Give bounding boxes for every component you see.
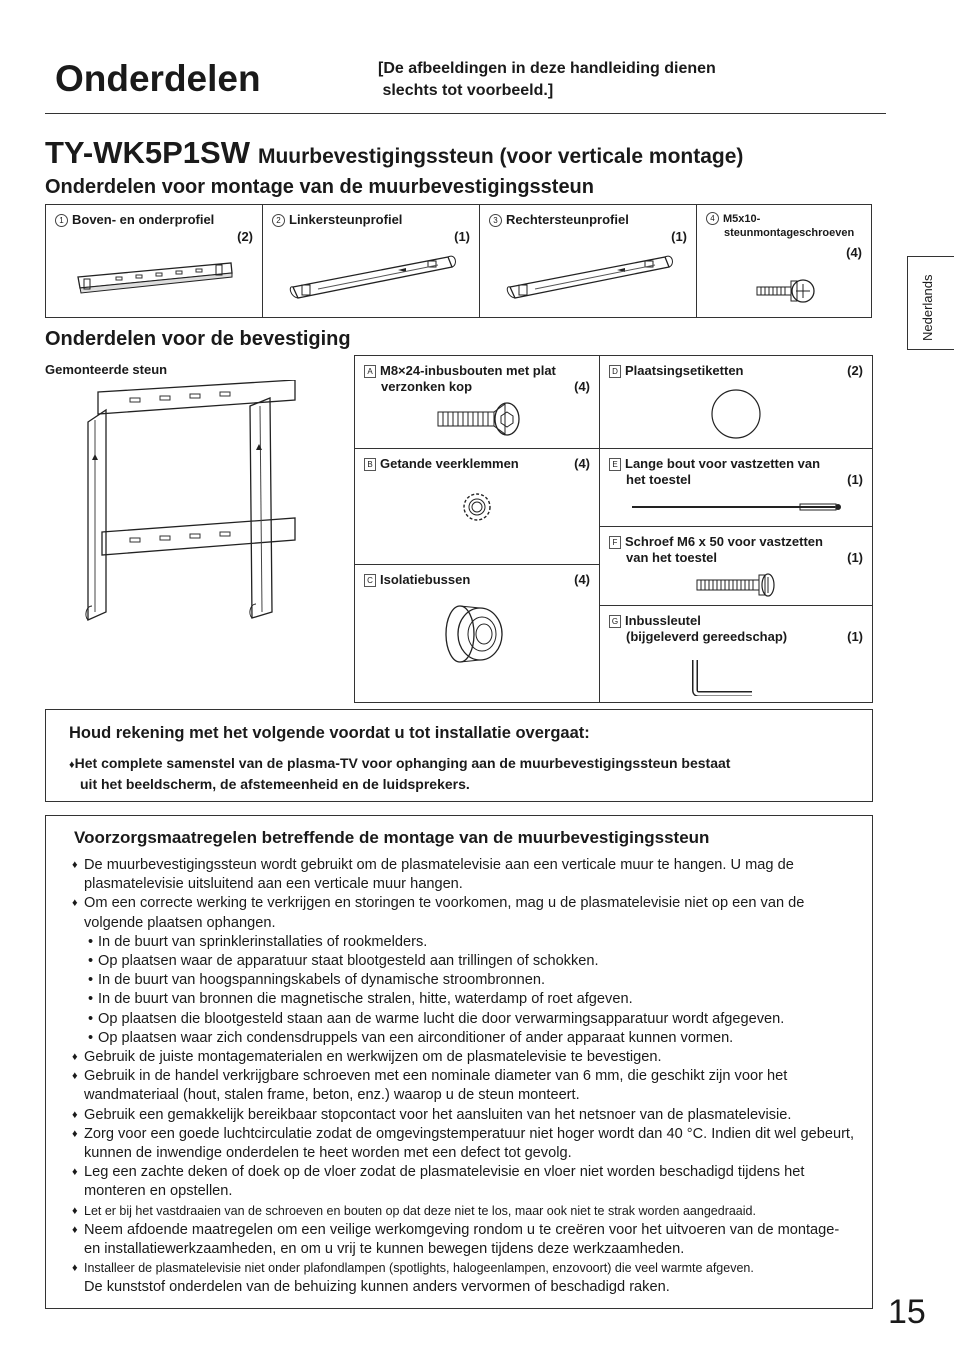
part-e-cell: [600, 449, 872, 527]
long-bolt-icon: [630, 501, 845, 513]
part-b-cell: [355, 449, 599, 565]
note-line-2: slechts tot voorbeeld.]: [378, 82, 554, 99]
part-1-name: Boven- en onderprofiel: [72, 212, 215, 227]
fastening-parts-grid: [354, 355, 873, 703]
part-d-cell: [600, 356, 872, 449]
notice-text: [69, 754, 842, 794]
precautions-heading: Voorzorgsmaatregelen betreffende de montage van de muurbevestigingssteun: [74, 828, 710, 847]
precaution-subitem: • In de buurt van bronnen die magnetische stralen, hitte, waterdamp of roet afgeven.: [72, 990, 858, 1009]
label-sticker-icon: [710, 388, 762, 440]
part-4-name-line2: steunmontageschroeven: [724, 227, 855, 239]
part-g-marker: G: [609, 615, 621, 628]
precaution-item: ♦ Gebruik in de handel verkrijgbare schroeven met een nominale diameter van 6 mm, die geschikt zijn voor het wandmateriaal (hout, stalen frame, beton, enz.) waarop u de steun monteert.: [72, 1067, 858, 1105]
notice-heading: Houd rekening met het volgende voordat u tot installatie overgaat:: [69, 724, 590, 742]
screw-icon: [755, 275, 817, 307]
part-3-name: Rechtersteunprofiel: [506, 212, 629, 227]
precaution-subitem: • In de buurt van sprinklerinstallaties of rookmelders.: [72, 933, 858, 952]
left-bracket-icon: [288, 245, 458, 305]
precaution-continuation: De kunststof onderdelen van de behuizing kunnen anders vervormen of beschadigd raken.: [84, 1279, 670, 1296]
precaution-item: ♦ Let er bij het vastdraaien van de schroeven en bouten op dat deze niet te los, maar ook niet te strak worden aangedraaid.: [72, 1202, 858, 1221]
part-2-qty: (1): [454, 229, 470, 244]
part-3-qty: (1): [671, 229, 687, 244]
installation-notice: [45, 709, 873, 802]
part-d-qty: (2): [847, 363, 863, 378]
model-heading: [45, 135, 743, 171]
part-g-name-line2: (bijgeleverd gereedschap): [626, 629, 788, 644]
precaution-subitem: • Op plaatsen die blootgesteld staan aan de warme lucht die door verwarmingsapparatuur wordt afgegeven.: [72, 1010, 858, 1029]
precaution-subitem: • Op plaatsen waar de apparatuur staat blootgesteld aan trillingen of schokken.: [72, 952, 858, 971]
part-2-name: Linkersteunprofiel: [289, 212, 403, 227]
part-c-cell: [355, 565, 599, 702]
part-4-qty: (4): [846, 245, 862, 260]
part-d-name: Plaatsingsetiketten: [625, 363, 744, 378]
part-3-cell: [480, 205, 697, 317]
part-1-qty: (2): [237, 229, 253, 244]
part-a-marker: A: [364, 365, 376, 378]
precautions-list: [72, 856, 858, 1298]
part-c-marker: C: [364, 574, 376, 587]
part-f-name-line1: Schroef M6 x 50 voor vastzetten: [625, 534, 823, 549]
part-a-cell: [355, 356, 599, 449]
part-g-qty: (1): [847, 629, 863, 644]
part-b-marker: B: [364, 458, 376, 471]
part-a-name-line2: verzonken kop: [381, 379, 473, 394]
part-2-marker: 2: [272, 214, 285, 227]
language-tab-label: Nederlands: [920, 274, 935, 341]
assembled-bracket-label: Gemonteerde steun: [45, 362, 168, 377]
part-b-qty: (4): [574, 456, 590, 471]
mounting-parts-table: [45, 204, 872, 318]
part-4-marker: 4: [706, 212, 719, 225]
part-2-cell: [263, 205, 480, 317]
part-e-qty: (1): [847, 472, 863, 487]
part-e-name-line1: Lange bout voor vastzetten van: [625, 456, 821, 471]
hex-key-icon: [690, 656, 760, 696]
precaution-subitem: • Op plaatsen waar zich condensdruppels van een airconditioner of ander apparaat kunnen vormen.: [72, 1029, 858, 1048]
precaution-item: ♦ De muurbevestigingssteun wordt gebruikt om de plasmatelevisie aan een verticale muur te hangen. U mag de plasmatelevisie uitsluitend aan een verticale muur hangen.: [72, 856, 858, 894]
precautions-box: [45, 815, 873, 1309]
m6-screw-icon: [695, 571, 780, 599]
part-1-marker: 1: [55, 214, 68, 227]
section2-heading: Onderdelen voor de bevestiging: [45, 328, 351, 350]
illustration-note: [378, 58, 716, 102]
model-code: TY-WK5P1SW: [45, 135, 250, 170]
part-c-qty: (4): [574, 572, 590, 587]
page-number: 15: [888, 1293, 926, 1331]
precaution-item: ♦ Gebruik de juiste montagematerialen en werkwijzen om de plasmatelevisie te bevestigen.: [72, 1048, 858, 1067]
precaution-subitem: • In de buurt van hoogspanningskabels of dynamische stroombronnen.: [72, 971, 858, 990]
right-bracket-icon: [505, 245, 675, 305]
part-c-name: Isolatiebussen: [380, 572, 471, 587]
section1-heading: Onderdelen voor montage van de muurbevestigingssteun: [45, 176, 594, 198]
part-4-name-line1: M5x10-: [723, 213, 761, 225]
part-a-qty: (4): [574, 379, 590, 394]
model-description: Muurbevestigingssteun (voor verticale montage): [257, 145, 744, 168]
notice-line-2: uit het beeldscherm, de afstemeenheid en de luidsprekers.: [80, 776, 470, 792]
insulation-bushing-icon: [440, 601, 510, 667]
part-g-cell: [600, 606, 872, 702]
part-g-name-line1: Inbussleutel: [625, 613, 701, 628]
part-3-marker: 3: [489, 214, 502, 227]
page-title: Onderdelen: [55, 58, 261, 99]
precaution-item: ♦ Leg een zachte deken of doek op de vloer zodat de plasmatelevisie en vloer niet worden beschadigd tijdens het monteren en opstellen.: [72, 1163, 858, 1201]
part-a-name-line1: M8×24-inbusbouten met plat: [380, 363, 556, 378]
note-line-1: [De afbeeldingen in deze handleiding dienen: [378, 60, 716, 77]
precaution-item: ♦ Installeer de plasmatelevisie niet onder plafondlampen (spotlights, halogeenlampen, enzovoort) die veel warmte afgeven.: [72, 1259, 858, 1278]
part-f-marker: F: [609, 536, 621, 549]
hex-bolt-icon: [435, 402, 525, 438]
part-f-name-line2: van het toestel: [626, 550, 718, 565]
toothed-washer-icon: [459, 489, 495, 525]
part-1-cell: [46, 205, 263, 317]
part-e-marker: E: [609, 458, 621, 471]
part-f-cell: [600, 527, 872, 606]
precaution-item: ♦ Om een correcte werking te verkrijgen en storingen te voorkomen, mag u de plasmatelevisie niet op een van de volgende plaatsen ophangen.: [72, 894, 858, 932]
part-d-marker: D: [609, 365, 621, 378]
precaution-item: ♦ Neem afdoende maatregelen om een veilige werkomgeving rondom u te creëren voor het uitvoeren van de montage- en installatiewerkzaamheden, en om u vrij te kunnen bewegen tijdens deze werkzaamheden.: [72, 1221, 858, 1259]
precaution-item: ♦ Zorg voor een goede luchtcirculatie zodat de omgevingstemperatuur niet hoger wordt dan 40 °C. Indien dit wel gebeurt, kunnen de inwendige onderdelen te heet worden met een defect tot gevolg.: [72, 1125, 858, 1163]
part-4-cell: [697, 205, 871, 317]
part-f-qty: (1): [847, 550, 863, 565]
precaution-item: ♦ Gebruik een gemakkelijk bereikbaar stopcontact voor het aansluiten van het netsnoer van de plasmatelevisie.: [72, 1106, 858, 1125]
part-e-name-line2: het toestel: [626, 472, 692, 487]
header-divider: [45, 113, 886, 114]
notice-line-1: ♦ Het complete samenstel van de plasma-TV voor ophanging aan de muurbevestigingssteun bestaat: [69, 755, 730, 771]
assembled-bracket-icon: [80, 380, 305, 625]
part-b-name: Getande veerklemmen: [380, 456, 519, 471]
language-tab: [907, 256, 954, 350]
profile-bar-icon: [76, 255, 236, 300]
